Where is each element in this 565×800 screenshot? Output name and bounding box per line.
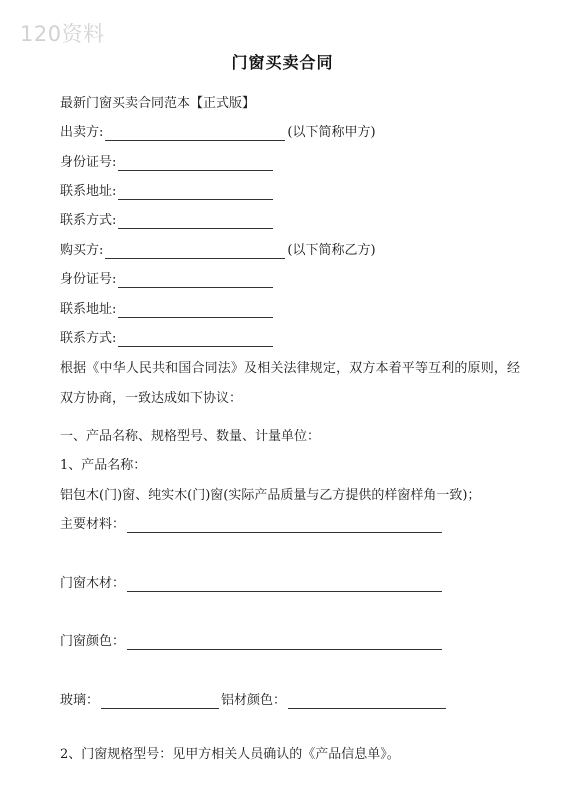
buyer-id-line [60, 271, 275, 289]
glass-label: 玻璃： [60, 693, 100, 708]
seller-contact-blank[interactable] [118, 213, 273, 229]
buyer-contact-label: 联系方式: [60, 331, 117, 346]
document-title: 门窗买卖合同 [231, 53, 334, 72]
product-description-text: 铝包木(门)窗、纯实木(门)窗(实际产品质量与乙方提供的样窗样角一致)； [60, 488, 481, 503]
seller-line [60, 124, 376, 142]
color-blank[interactable] [127, 634, 442, 650]
intro-paragraph: 根据《中华人民共和国合同法》及相关法律规定，双方本着平等互利的原则，经双方协商，一致达成如下协议： [60, 361, 520, 406]
color-label: 门窗颜色： [60, 634, 126, 649]
product-description [60, 487, 480, 505]
main-material-blank[interactable] [127, 517, 442, 533]
section-1-heading [60, 428, 320, 446]
seller-id-blank[interactable] [118, 155, 273, 171]
buyer-blank[interactable] [105, 243, 285, 259]
buyer-label: 购买方: [60, 243, 104, 258]
main-material-line [60, 516, 444, 534]
main-material-label: 主要材料： [60, 517, 126, 532]
buyer-contact-blank[interactable] [118, 331, 273, 347]
seller-contact-line [60, 212, 275, 230]
seller-blank[interactable] [105, 125, 285, 141]
seller-address-label: 联系地址: [60, 184, 117, 199]
wood-blank[interactable] [127, 576, 442, 592]
item-1-text: 1、产品名称： [60, 458, 147, 473]
section-1-text: 一、产品名称、规格型号、数量、计量单位： [60, 429, 321, 444]
seller-contact-label: 联系方式: [60, 213, 117, 228]
wood-label: 门窗木材： [60, 576, 126, 591]
buyer-contact-line [60, 330, 275, 348]
document-subtitle [60, 95, 255, 113]
buyer-address-line [60, 301, 275, 319]
seller-address-line [60, 183, 275, 201]
wood-line [60, 575, 444, 593]
alu-color-label: 铝材颜色： [221, 693, 287, 708]
alu-color-blank[interactable] [288, 693, 446, 709]
seller-label: 出卖方: [60, 125, 104, 140]
buyer-id-label: 身份证号: [60, 272, 117, 287]
color-line [60, 633, 444, 651]
watermark-logo: 120资料 [20, 22, 105, 46]
glass-blank[interactable] [101, 693, 219, 709]
buyer-address-label: 联系地址: [60, 302, 117, 317]
item-2-line [60, 746, 400, 764]
buyer-suffix: (以下简称乙方) [287, 243, 376, 258]
item-2-text: 2、门窗规格型号：见甲方相关人员确认的《产品信息单》。 [60, 747, 400, 762]
seller-id-line [60, 154, 275, 172]
seller-suffix: (以下简称甲方) [287, 125, 376, 140]
subtitle-text: 最新门窗买卖合同范本【正式版】 [60, 96, 256, 111]
glass-line [60, 692, 448, 710]
buyer-id-blank[interactable] [118, 272, 273, 288]
seller-id-label: 身份证号: [60, 155, 117, 170]
item-1-heading [60, 457, 146, 475]
buyer-line [60, 242, 376, 260]
buyer-address-blank[interactable] [118, 302, 273, 318]
seller-address-blank[interactable] [118, 184, 273, 200]
